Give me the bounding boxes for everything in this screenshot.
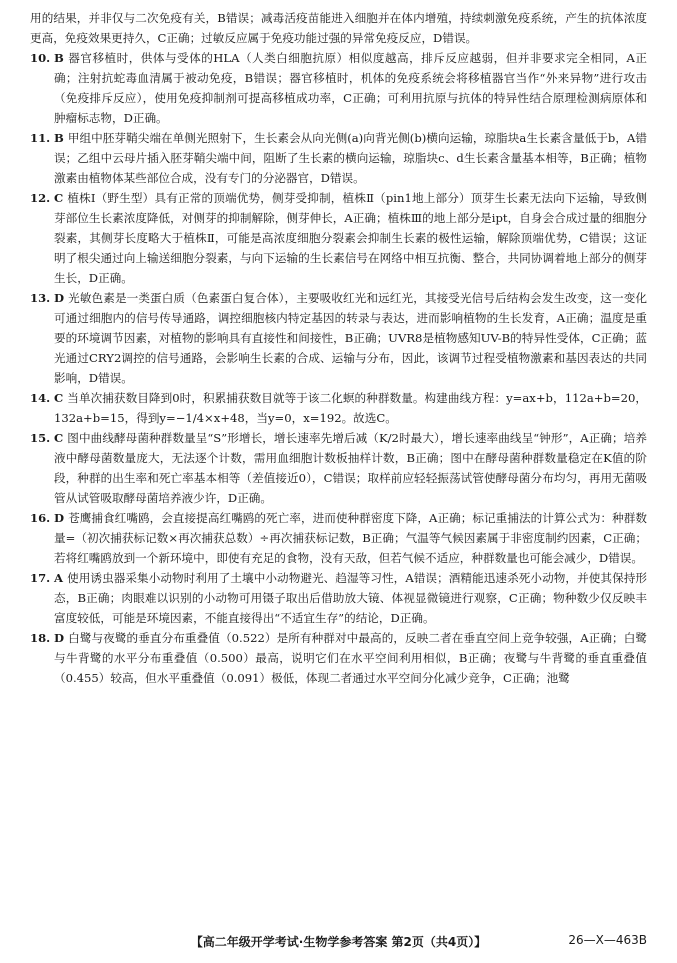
explanation: 当单次捕获数目降到0时，积累捕获数目就等于该二化螟的种群数量。构建曲线方程：y=ax+b，112a+b=20，132a+b=15，得到y=−1/4×x+48，当y=0，x=192。故选C。	[54, 391, 647, 425]
answer-item	[30, 48, 647, 128]
footer-title: 【高二年级开学考试·生物学参考答案 第2页（共4页）】	[190, 935, 487, 949]
answer-letter: D	[54, 511, 65, 525]
answer-text	[54, 128, 647, 188]
answer-item	[30, 388, 647, 428]
answer-letter: C	[54, 191, 64, 205]
answer-letter: B	[54, 131, 64, 145]
page-footer	[0, 933, 677, 953]
answer-text	[54, 628, 647, 688]
answer-item	[30, 628, 647, 688]
answer-item	[30, 508, 647, 568]
explanation: 白鹭与夜鹭的垂直分布重叠值（0.522）是所有种群对中最高的，反映二者在垂直空间上竞争较强，A正确；白鹭与牛背鹭的水平分布重叠值（0.500）最高，说明它们在水平空间利用相似，B正确；夜鹭与牛背鹭的垂直重叠值（0.455）较高，但水平重叠值（0.091）极低，体现二者通过水平空间分化减少竞争，C正确；池鹭	[54, 631, 647, 685]
answer-letter: C	[54, 391, 64, 405]
continuation-paragraph: 用的结果，并非仅与二次免疫有关，B错误；减毒活疫苗能进入细胞并在体内增殖，持续刺激免疫系统，产生的抗体浓度更高，免疫效果更持久，C正确；过敏反应属于免疫功能过强的异常免疫反应，D错误。	[30, 11, 647, 45]
answer-text	[54, 428, 647, 508]
question-number: 16.	[30, 511, 51, 525]
answer-letter: B	[54, 51, 64, 65]
answer-item	[30, 568, 647, 628]
answer-item	[30, 428, 647, 508]
question-number: 15.	[30, 431, 51, 445]
answer-content	[30, 8, 647, 688]
question-number: 10.	[30, 51, 51, 65]
question-number: 18.	[30, 631, 51, 645]
explanation: 图中曲线酵母菌种群数量呈“S”形增长，增长速率先增后减（K/2时最大），增长速率曲线呈“钟形”，A正确；培养液中酵母菌数量庞大，无法逐个计数，需用血细胞计数板抽样计数，B正确；图中在酵母菌种群数量稳定在K值的阶段，种群的出生率和死亡率基本相等（差值接近0），C错误；取样前应轻轻振荡试管使酵母菌分布均匀，再用无菌吸管从试管吸取酵母菌培养液少许，D正确。	[54, 431, 647, 505]
explanation: 植株Ⅰ（野生型）具有正常的顶端优势，侧芽受抑制，植株Ⅱ（pin1地上部分）顶芽生长素无法向下运输，导致侧芽部位生长素浓度降低，对侧芽的抑制解除，侧芽伸长，A正确；植株Ⅲ的地上部分是ipt，自身会合成过量的细胞分裂素，其侧芽长度略大于植株Ⅱ，可能是高浓度细胞分裂素会抑制生长素的极性运输，解除顶端优势，C错误；这证明了根尖通过向上输送细胞分裂素，与向下运输的生长素信号在网络中相互抗衡、整合，共同协调着地上部分的侧芽生长，D正确。	[54, 191, 647, 285]
explanation: 甲组中胚芽鞘尖端在单侧光照射下，生长素会从向光侧(a)向背光侧(b)横向运输，琼脂块a生长素含量低于b，A错误；乙组中云母片插入胚芽鞘尖端中间，阻断了生长素的横向运输，琼脂块c、d生长素含量基本相等，B正确；植物激素由植物体某些部位合成，没有专门的分泌器官，D错误。	[54, 131, 647, 185]
answer-item	[30, 128, 647, 188]
answer-text	[54, 288, 647, 388]
explanation: 使用诱虫器采集小动物时利用了土壤中小动物避光、趋湿等习性，A错误；酒精能迅速杀死小动物，并使其保持形态，B正确；肉眼难以识别的小动物可用镊子取出后借助放大镜、体视显微镜进行观察，C正确；物种数少仅反映丰富度较低，可能是环境因素，不能直接得出“不适宜生存”的结论，D正确。	[54, 571, 647, 625]
answer-text	[54, 388, 647, 428]
answer-letter: C	[54, 431, 64, 445]
explanation: 苍鹰捕食红嘴鸥，会直接提高红嘴鸥的死亡率，进而使种群密度下降，A正确；标记重捕法的计算公式为：种群数量=（初次捕获标记数×再次捕获总数）÷再次捕获标记数，B正确；气温等气候因素属于非密度制约因素，C正确；若将红嘴鸥放到一个新环境中，即使有充足的食物，没有天敌，但若气候不适应，种群数量也可能会减少，D错误。	[54, 511, 647, 565]
footer-code: 26—X—463B	[568, 933, 647, 947]
explanation: 器官移植时，供体与受体的HLA（人类白细胞抗原）相似度越高，排斥反应越弱，但并非要求完全相同，A正确；注射抗蛇毒血清属于被动免疫，B错误；器官移植时，机体的免疫系统会将移植器官当作“外来异物”进行攻击（免疫排斥反应），使用免疫抑制剂可提高移植成功率，C正确；可利用抗原与抗体的特异性结合原理检测病原体和肿瘤标志物，D正确。	[54, 51, 647, 125]
question-number: 13.	[30, 291, 51, 305]
answer-text	[54, 188, 647, 288]
answer-text	[54, 48, 647, 128]
answer-letter: A	[54, 571, 63, 585]
answer-letter: D	[54, 631, 65, 645]
answer-letter: D	[54, 291, 65, 305]
question-number: 12.	[30, 191, 51, 205]
answer-list	[30, 48, 647, 688]
answer-item	[30, 188, 647, 288]
question-number: 11.	[30, 131, 51, 145]
answer-text	[54, 508, 647, 568]
explanation: 光敏色素是一类蛋白质（色素蛋白复合体），主要吸收红光和远红光，其接受光信号后结构会发生改变，这一变化可通过细胞内的信号传导通路，调控细胞核内特定基因的转录与表达，进而影响植物的生长发育，A正确；温度是重要的环境调节因素，对植物的影响具有直接性和间接性，B正确；UVR8是植物感知UV-B的特异性受体，C正确；蓝光通过CRY2调控的信号通路，会影响生长素的合成、运输与分布，因此，该调节过程受植物激素和基因表达的共同影响，D错误。	[54, 291, 647, 385]
question-number: 14.	[30, 391, 51, 405]
answer-text	[54, 568, 647, 628]
answer-item	[30, 288, 647, 388]
question-number: 17.	[30, 571, 51, 585]
